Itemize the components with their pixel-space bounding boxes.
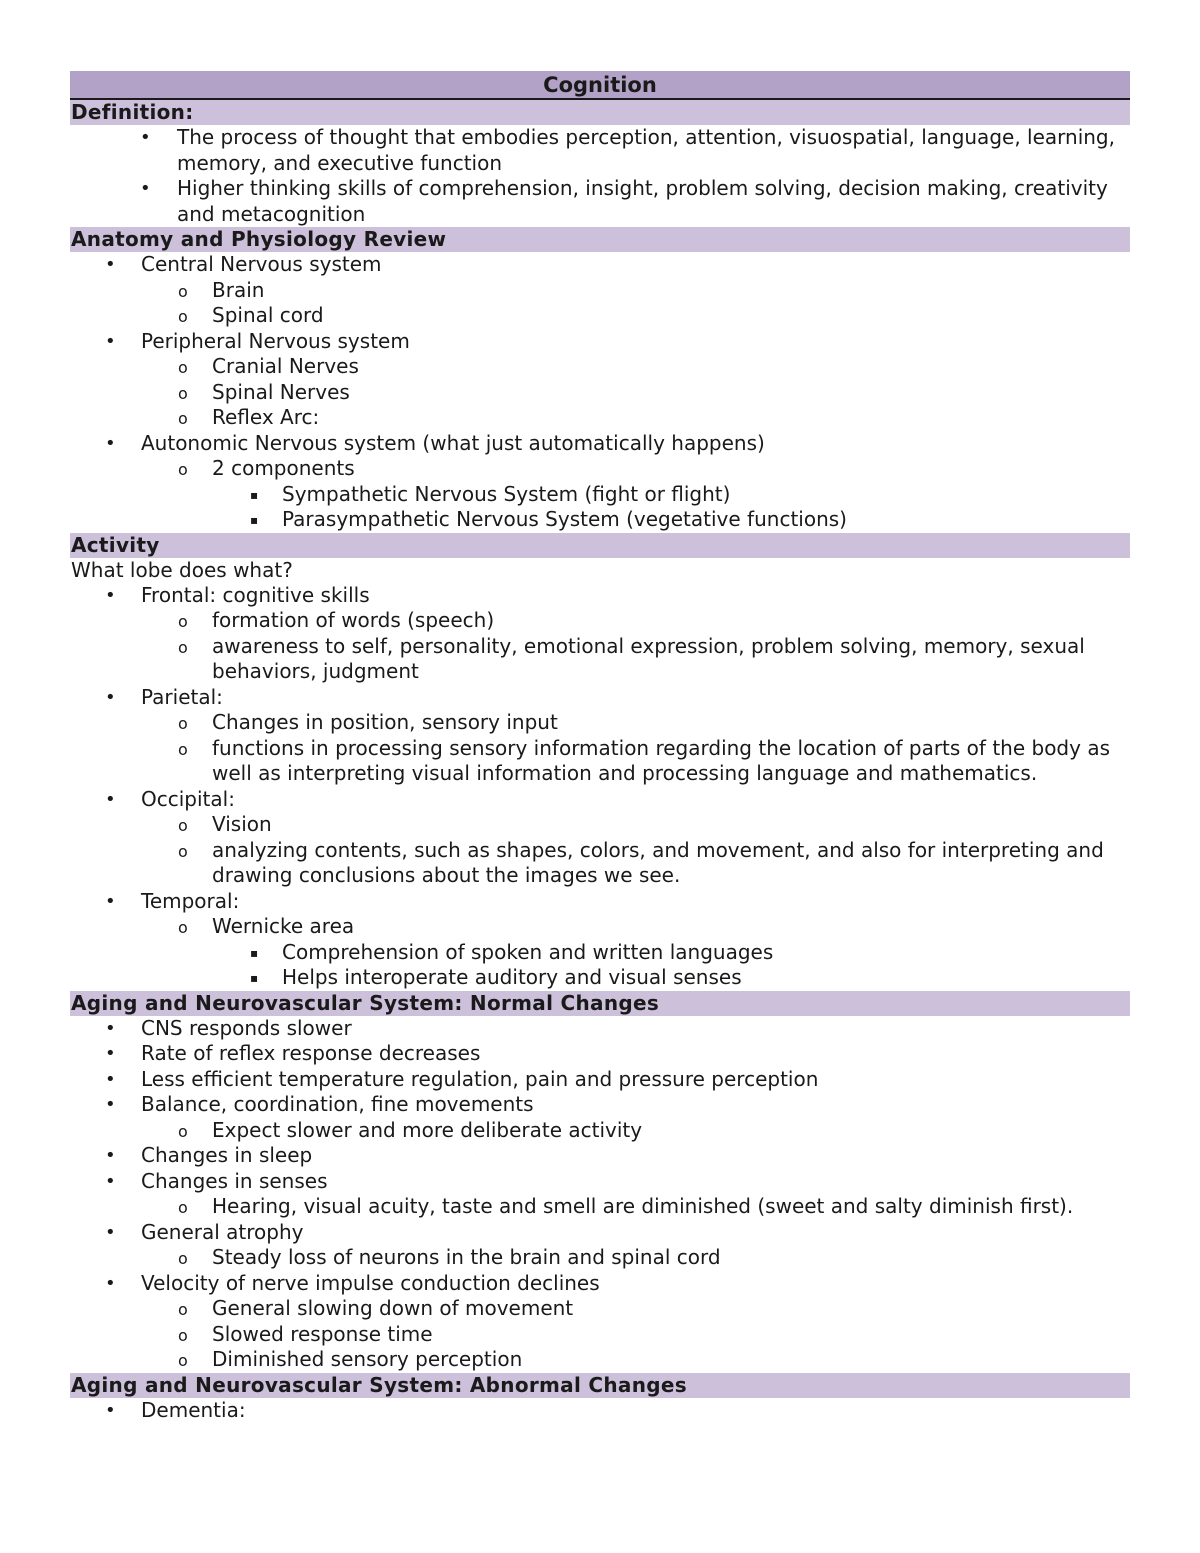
bullet-icon: • — [105, 584, 116, 606]
list-item-text: Diminished sensory perception — [212, 1347, 523, 1371]
list-item — [70, 1067, 1130, 1093]
bullet-icon: • — [105, 1399, 116, 1421]
list-item — [70, 1143, 1130, 1169]
list-item-text: Sympathetic Nervous System (fight or flight) — [282, 481, 731, 506]
list-item-text: formation of words (speech) — [212, 608, 495, 632]
list-item-text: awareness to self, personality, emotional expression, problem solving, memory, sexual behaviors, judgment — [212, 633, 1085, 683]
bullet-icon: • — [140, 127, 151, 148]
list-item-text: Changes in sleep — [141, 1143, 313, 1167]
list-item-text: Reflex Arc: — [212, 405, 320, 429]
bullet-icon: • — [105, 1145, 116, 1166]
list-item-text: analyzing contents, such as shapes, colors, and movement, and also for interpreting and drawing conclusions about the images we see. — [212, 837, 1104, 887]
circle-bullet-icon: o — [178, 383, 188, 403]
list-item-text: Peripheral Nervous system — [141, 328, 410, 353]
circle-bullet-icon: o — [178, 1249, 188, 1268]
list-item — [70, 710, 1130, 736]
bullet-icon: • — [105, 1068, 116, 1090]
list-item — [70, 405, 1130, 431]
bullet-icon: • — [140, 178, 151, 199]
circle-bullet-icon: o — [178, 918, 188, 937]
list-item-text: Helps interoperate auditory and visual senses — [282, 965, 742, 989]
list-item — [70, 303, 1130, 329]
circle-bullet-icon: o — [178, 1325, 188, 1345]
section-heading-activity: Activity — [70, 533, 1130, 558]
circle-bullet-icon: o — [178, 1121, 188, 1141]
list-item — [70, 278, 1130, 304]
list-item — [70, 965, 1130, 991]
list-item — [70, 252, 1130, 278]
list-item — [70, 889, 1130, 915]
list-item — [70, 736, 1130, 787]
list-item — [70, 685, 1130, 711]
list-item-text: Rate of reflex response decreases — [141, 1041, 481, 1065]
list-item-text: Brain — [212, 277, 265, 302]
list-item — [70, 1398, 1130, 1424]
list-item — [70, 431, 1130, 457]
list-item-text: Higher thinking skills of comprehension, insight, problem solving, decision making, creativity and metacognition — [177, 176, 1108, 226]
circle-bullet-icon: o — [178, 714, 188, 733]
list-item-text: The process of thought that embodies perception, attention, visuospatial, language, learning, memory, and executive function — [177, 125, 1115, 175]
bullet-icon: • — [105, 254, 116, 275]
list-item-text: Central Nervous system — [141, 252, 382, 276]
list-item-text: General atrophy — [141, 1219, 304, 1244]
list-item — [70, 1220, 1130, 1246]
circle-bullet-icon: o — [178, 1300, 188, 1319]
document-content — [70, 71, 1130, 1423]
bullet-icon: • — [105, 1272, 116, 1294]
list-item — [70, 1194, 1130, 1220]
bullet-icon: • — [105, 1017, 116, 1039]
list-item-text: Dementia: — [141, 1397, 246, 1422]
list-item-text: Comprehension of spoken and written languages — [282, 939, 774, 964]
list-item — [70, 1271, 1130, 1297]
list-item — [70, 1016, 1130, 1042]
list-item — [70, 1092, 1130, 1118]
list-item-text: Balance, coordination, fine movements — [141, 1092, 534, 1116]
list-item-text: CNS responds slower — [141, 1015, 352, 1040]
list-item — [70, 380, 1130, 406]
list-item-text: Vision — [212, 812, 272, 836]
square-bullet-icon: ▪ — [250, 487, 259, 502]
circle-bullet-icon: o — [178, 1351, 188, 1370]
bullet-icon: • — [105, 1221, 116, 1243]
list-item-text: Temporal: — [141, 888, 240, 913]
list-item-text: Autonomic Nervous system (what just automatically happens) — [141, 430, 765, 455]
list-item-text: Spinal Nerves — [212, 379, 350, 404]
section-heading-normal-changes: Aging and Neurovascular System: Normal Changes — [70, 991, 1130, 1016]
list-item-text: Changes in position, sensory input — [212, 710, 558, 734]
circle-bullet-icon: o — [178, 460, 188, 479]
bullet-icon: • — [105, 1170, 116, 1192]
list-item-text: Spinal cord — [212, 303, 324, 327]
circle-bullet-icon: o — [178, 1198, 188, 1217]
page-title: Cognition — [70, 71, 1130, 100]
list-item — [70, 812, 1130, 838]
list-item — [70, 1322, 1130, 1348]
list-item — [70, 634, 1130, 685]
bullet-icon: • — [105, 686, 116, 708]
list-item — [70, 482, 1130, 508]
bullet-icon: • — [105, 1043, 116, 1064]
list-item — [70, 1347, 1130, 1373]
circle-bullet-icon: o — [178, 739, 188, 759]
bullet-icon: • — [105, 432, 116, 454]
list-item — [70, 1041, 1130, 1067]
square-bullet-icon: ▪ — [250, 513, 259, 527]
list-item — [70, 914, 1130, 940]
list-item — [70, 1118, 1130, 1144]
list-item-text: 2 components — [212, 456, 355, 480]
circle-bullet-icon: o — [178, 307, 188, 326]
square-bullet-icon: ▪ — [250, 945, 259, 960]
circle-bullet-icon: o — [178, 409, 188, 428]
list-item-text: Changes in senses — [141, 1168, 328, 1193]
section-heading-abnormal-changes: Aging and Neurovascular System: Abnormal Changes — [70, 1373, 1130, 1398]
list-item — [70, 787, 1130, 813]
list-item — [70, 354, 1130, 380]
list-item — [70, 1296, 1130, 1322]
circle-bullet-icon: o — [178, 637, 188, 657]
list-item-text: Velocity of nerve impulse conduction declines — [141, 1270, 600, 1295]
list-item — [70, 838, 1130, 889]
circle-bullet-icon: o — [178, 358, 188, 377]
list-item — [70, 583, 1130, 609]
bullet-icon: • — [105, 1094, 116, 1115]
circle-bullet-icon: o — [178, 816, 188, 835]
list-item-text: General slowing down of movement — [212, 1296, 574, 1320]
bullet-icon: • — [105, 330, 116, 352]
circle-bullet-icon: o — [178, 841, 188, 861]
list-item-text: Slowed response time — [212, 1321, 433, 1346]
list-item-text: Hearing, visual acuity, taste and smell are diminished (sweet and salty diminish first). — [212, 1194, 1074, 1218]
section-heading-definition: Definition: — [70, 100, 1130, 125]
list-item — [70, 940, 1130, 966]
circle-bullet-icon: o — [178, 612, 188, 631]
list-item — [70, 125, 1130, 176]
list-item — [70, 329, 1130, 355]
list-item — [70, 1245, 1130, 1271]
list-item-text: functions in processing sensory information regarding the location of parts of the body as well as interpreting visual information and processing language and mathematics. — [212, 735, 1110, 785]
list-item — [70, 176, 1130, 227]
list-item-text: Occipital: — [141, 786, 235, 811]
list-item-text: Less efficient temperature regulation, pain and pressure perception — [141, 1066, 819, 1091]
list-item — [70, 608, 1130, 634]
square-bullet-icon: ▪ — [250, 971, 259, 985]
section-heading-anatomy: Anatomy and Physiology Review — [70, 227, 1130, 252]
bullet-icon: • — [105, 788, 116, 810]
list-item — [70, 1169, 1130, 1195]
list-item-text: Cranial Nerves — [212, 354, 359, 378]
circle-bullet-icon: o — [178, 281, 188, 301]
list-item-text: Wernicke area — [212, 914, 355, 938]
list-item-text: Expect slower and more deliberate activity — [212, 1117, 643, 1142]
list-item — [70, 507, 1130, 533]
list-item-text: Steady loss of neurons in the brain and spinal cord — [212, 1245, 721, 1269]
list-item-text: Frontal: cognitive skills — [141, 582, 370, 607]
list-item-text: Parasympathetic Nervous System (vegetative functions) — [282, 507, 847, 531]
list-item-text: Parietal: — [141, 684, 223, 709]
list-item — [70, 456, 1130, 482]
activity-intro: What lobe does what? — [71, 557, 293, 582]
bullet-icon: • — [105, 890, 116, 912]
